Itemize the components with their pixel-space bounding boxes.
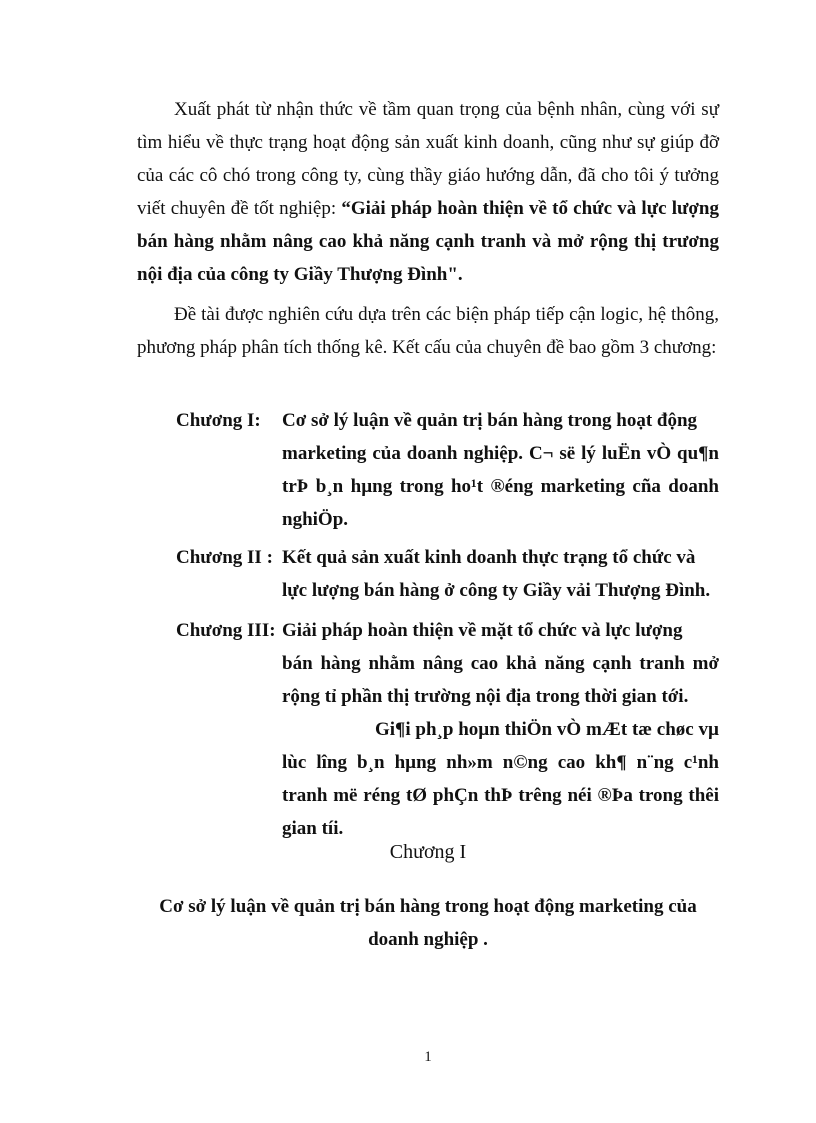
- intro-text: Xuất phát từ nhận thức về tầm quan trọng của bệnh nhân, cùng với sự tìm hiểu về thực trạng hoạt động sản xuất kinh doanh, cũng như sự giúp đỡ của các cô chó trong công ty, cùng thầy giáo hướng dẫn, đã cho tôi ý tưởng viết chuyên đề tốt nghiệp:: [137, 99, 719, 219]
- chapter-2-first-line: Kết quả sản xuất kinh doanh thực trạng tổ chức và: [282, 547, 696, 568]
- chapter-1-label: Chương I:: [176, 410, 261, 431]
- intro-paragraph: [137, 93, 719, 291]
- method-paragraph: Đề tài được nghiên cứu dựa trên các biện pháp tiếp cận logic, hệ thông, phương pháp phân tích thống kê. Kết cấu của chuyên đề bao gồm 3 chương:: [137, 304, 719, 358]
- chapter-2-entry: [176, 541, 719, 607]
- chapter-3-garbled: Gi¶i ph¸p hoµn thiÖn vÒ mÆt tæ chøc vµ lùc lîng b¸n hµng nh»m n©ng cao kh¶ n¨ng c¹nh tranh më réng tØ phÇn thÞ trêng néi ®Þa trong thêi gian tíi.: [282, 719, 719, 839]
- chapter-3-first-line: Giải pháp hoàn thiện về mặt tổ chức và lực lượng: [282, 620, 683, 641]
- page-number: 1: [424, 1049, 432, 1065]
- chapter-1-rest: marketing của doanh nghiệp. C¬ së lý luËn vÒ qu¶n trÞ b¸n hµng trong ho¹t ®éng marketing cña doanh nghiÖp.: [282, 443, 719, 530]
- chapter-2-rest: lực lượng bán hàng ở công ty Giầy vải Thượng Đình.: [282, 580, 711, 601]
- chapter-heading: Chương I: [389, 841, 467, 863]
- chapter-3-label: Chương III:: [176, 620, 276, 641]
- chapter-1-entry: [176, 404, 719, 536]
- thesis-title: “Giải pháp hoàn thiện về tổ chức và lực lượng bán hàng nhằm nâng cao khả năng cạnh tranh và mở rộng thị trương nội địa của công ty Giầy Thượng Đình".: [137, 198, 719, 285]
- chapter-title: Cơ sở lý luận về quản trị bán hàng trong hoạt động marketing của doanh nghiệp .: [159, 896, 697, 950]
- chapter-3-entry: [176, 614, 719, 845]
- chapter-1-first-line: Cơ sở lý luận về quản trị bán hàng trong hoạt động: [282, 410, 698, 431]
- chapter-3-rest: bán hàng nhằm nâng cao khả năng cạnh tranh mở rộng tỉ phần thị trường nội địa trong thời gian tới.: [282, 653, 719, 707]
- chapter-2-label: Chương II :: [176, 547, 273, 568]
